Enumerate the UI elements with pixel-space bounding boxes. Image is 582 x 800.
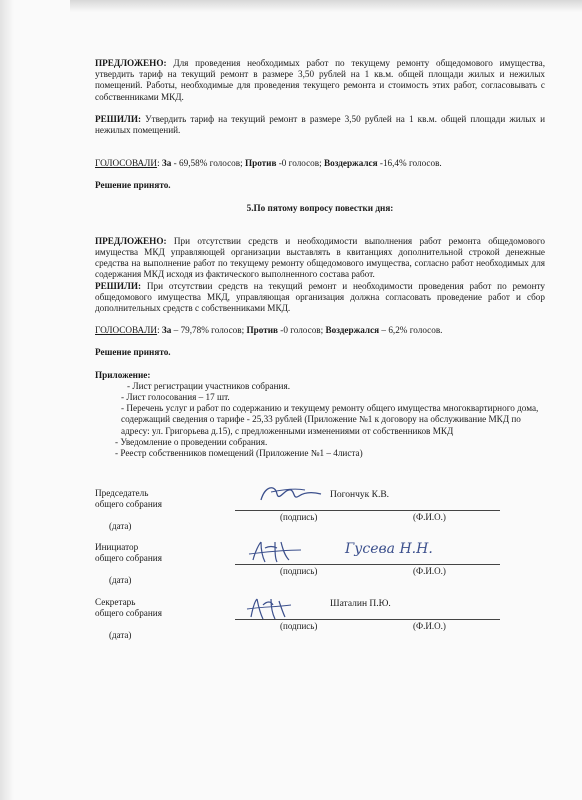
- name-caption: (Ф.И.О.): [413, 512, 446, 522]
- item4-against-value: -0 голосов;: [276, 158, 324, 169]
- item5-abstain-value: – 6,2% голосов.: [379, 325, 443, 336]
- signature-role: [95, 542, 215, 564]
- item4-proposal-text: Для проведения необходимых работ по текущему ремонту общедомового имущества, утвердить тариф на текущий ремонт в размере 3,50 рублей на 1 кв.м. общей площади жилых и нежилых помещений. Работы, необходимые для проведения текущего ремонта и стоимость этих работ, согласовывать с собственниками МКД.: [95, 58, 545, 102]
- item5-against-label: Против: [246, 325, 278, 336]
- appendix-item: - Реестр собственников помещений (Приложение №1 – 4листа): [115, 448, 363, 459]
- appendix-item: - Перечень услуг и работ по содержанию и текущему ремонту общего имущества многоквартирного дома, содержащий сведения о тарифе - 25,33 рублей (Приложение №1 к договору на обслуживание МКД по адресу: ул. Григорьева д.15), с предложенными изменениями от собственников МКД: [121, 403, 539, 436]
- signature-role-line1: Инициатор: [95, 542, 139, 552]
- handwritten-signature: [245, 538, 305, 566]
- item4-against-label: Против: [244, 158, 277, 169]
- item4-vote: ГОЛОСОВАЛИ: За - 69,58% голосов; Против -0 голосов; Воздержался -16,4% голосов.: [95, 158, 442, 169]
- item4-resolution: Решение принято.: [95, 180, 171, 191]
- item4-for-label: За: [161, 158, 172, 169]
- appendix-item: - Лист регистрации участников собрания.: [127, 380, 290, 391]
- item4-decision-label: РЕШИЛИ:: [95, 113, 142, 124]
- signature-line: [235, 564, 330, 565]
- item5-vote: ГОЛОСОВАЛИ: За – 79,78% голосов; Против -0 голосов; Воздержался – 6,2% голосов.: [95, 325, 443, 336]
- signature-caption: (подпись): [280, 566, 318, 576]
- signatory-name: Шаталин П.Ю.: [330, 599, 391, 609]
- name-caption: (Ф.И.О.): [413, 566, 446, 576]
- item5-against-value: -0 голосов;: [277, 325, 326, 336]
- item5-vote-label: ГОЛОСОВАЛИ: [95, 325, 158, 336]
- scan-shadow-left: [0, 0, 14, 800]
- signature-role-line2: общего собрания: [95, 499, 162, 509]
- appendix-item: - Уведомление о проведении собрания.: [115, 436, 268, 447]
- signature-role-line1: Председатель: [95, 488, 149, 498]
- handwritten-name: Гусева Н.Н.: [345, 541, 433, 557]
- item4-decision-text: Утвердить тариф на текущий ремонт в размере 3,50 рублей на 1 кв.м. общей площади жилых и нежилых помещений.: [95, 113, 545, 136]
- date-caption: (дата): [109, 575, 132, 585]
- name-line: [330, 619, 500, 620]
- signature-role-line2: общего собрания: [95, 553, 162, 563]
- name-line: [330, 510, 500, 511]
- appendix-item: - Лист голосования – 17 шт.: [121, 392, 230, 403]
- protocol-body: [95, 58, 545, 459]
- signature-initiator: [95, 542, 545, 587]
- signatory-name: Погончук К.В.: [330, 490, 390, 500]
- item4-proposal: [95, 58, 545, 103]
- item5-decision: [95, 281, 545, 315]
- appendix-list: [95, 381, 545, 459]
- item5-proposal-text: При отсутствии средств и необходимости выполнения работ ремонта общедомового имущества МКД управляющей организации выставлять в квитанциях дополнительной строкой денежные средства на выполнение работ по текущему ремонту общедомового имущества, согласно работ необходимых для содержания МКД исходя из фактического выполненного состава работ.: [95, 235, 545, 280]
- item5-decision-label: РЕШИЛИ:: [95, 280, 142, 291]
- appendix-title: Приложение:: [95, 369, 151, 380]
- item4-for-value: - 69,58% голосов;: [171, 158, 245, 169]
- item5-heading: 5.По пятому вопросу повестки дня:: [246, 202, 394, 213]
- item4-decision: [95, 114, 545, 136]
- signature-line: [235, 510, 330, 511]
- item5-abstain-label: Воздержался: [325, 325, 380, 336]
- signature-line: [235, 619, 330, 620]
- item4-vote-label: ГОЛОСОВАЛИ: [95, 158, 158, 169]
- item5-proposal-label: ПРЕДЛОЖЕНО:: [95, 235, 167, 246]
- item4-abstain-value: -16,4% голосов.: [377, 158, 442, 169]
- item5-resolution: Решение принято.: [95, 347, 171, 358]
- signature-role: [95, 488, 215, 510]
- name-line: [330, 564, 500, 565]
- signature-secretary: [95, 597, 545, 642]
- signature-caption: (подпись): [280, 512, 318, 522]
- signature-role-line1: Секретарь: [95, 597, 136, 607]
- signature-role: [95, 597, 215, 619]
- item5-for-label: За: [161, 325, 172, 336]
- item4-proposal-label: ПРЕДЛОЖЕНО:: [95, 58, 167, 68]
- signature-caption: (подпись): [280, 621, 318, 631]
- item4-abstain-label: Воздержался: [323, 158, 378, 169]
- date-caption: (дата): [109, 521, 132, 531]
- item5-for-value: – 79,78% голосов;: [171, 325, 247, 336]
- scan-shadow-top: [70, 0, 582, 12]
- signature-role-line2: общего собрания: [95, 608, 162, 618]
- item5-proposal: [95, 236, 545, 281]
- handwritten-signature: [255, 482, 325, 506]
- item5-decision-text: При отсутствии средств на текущий ремонт и необходимости проведения работ по ремонту общедомового имущества МКД, управляющая организация должна согласовать проведение работ и сбор дополнительных средств с собственниками МКД.: [95, 280, 545, 314]
- name-caption: (Ф.И.О.): [413, 621, 446, 631]
- signature-chairman: [95, 488, 545, 533]
- date-caption: (дата): [109, 630, 132, 640]
